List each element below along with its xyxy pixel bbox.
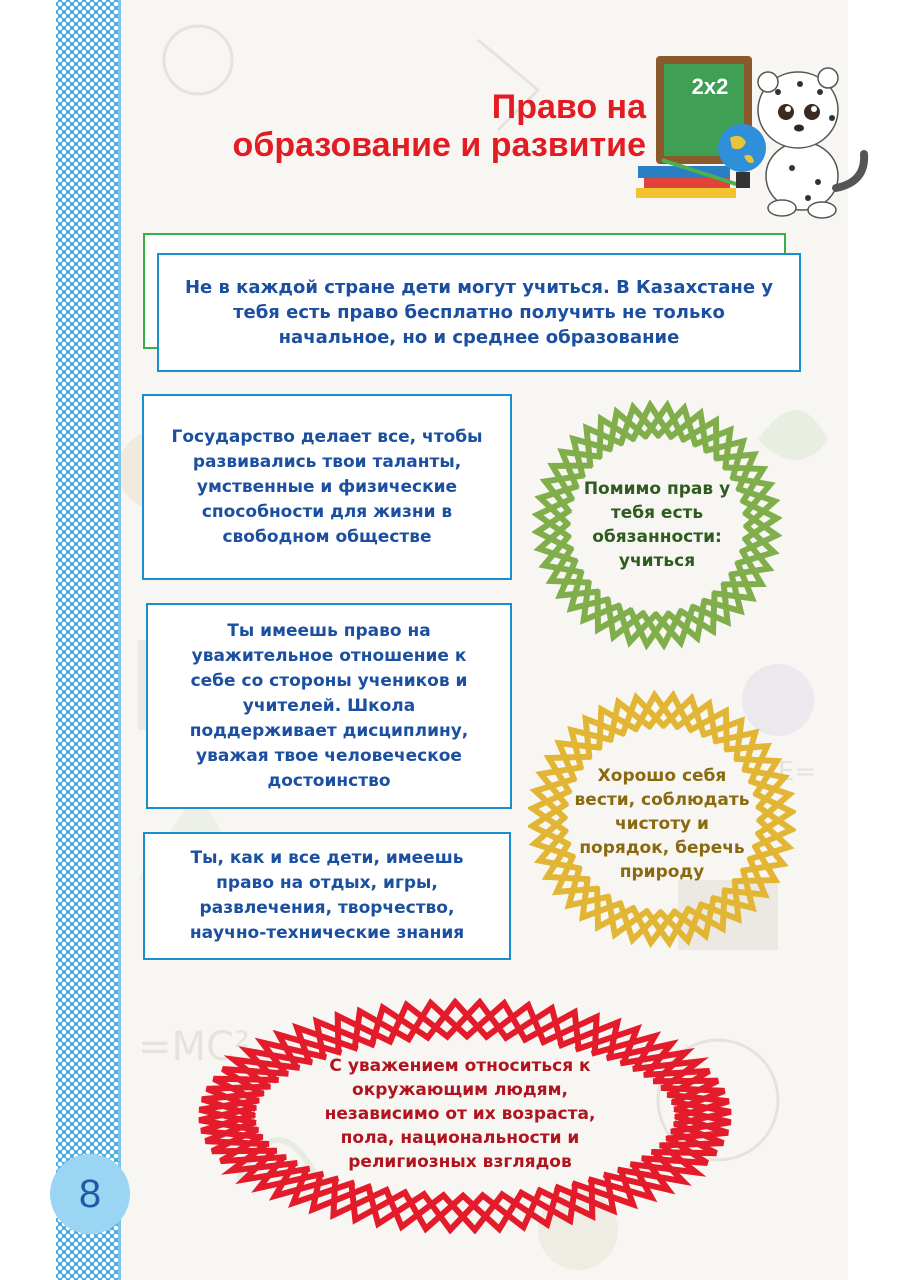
strip-edge-line bbox=[118, 0, 121, 1280]
info-box-4 bbox=[143, 832, 511, 960]
rosette-2-text: Хорошо себя вести, соблюдать чистоту и порядок, беречь природу bbox=[574, 766, 750, 882]
info-box-2 bbox=[142, 394, 512, 580]
page-number bbox=[50, 1154, 130, 1234]
page-number-text: 8 bbox=[78, 1171, 102, 1216]
snow-leopard-with-globe-icon bbox=[632, 48, 872, 220]
info-box-1-text: Не в каждой стране дети могут учиться. В Казахстане у тебя есть право бесплатно получить не только начальное, но и среднее образование bbox=[184, 277, 774, 348]
side-decorative-strip bbox=[56, 0, 118, 1280]
info-box-1 bbox=[157, 253, 801, 372]
rosette-3-text-box bbox=[300, 1050, 620, 1178]
info-box-4-text: Ты, как и все дети, имеешь право на отдых, игры, развлечения, творчество, научно-технические знания bbox=[189, 848, 465, 943]
rosette-2-text-box bbox=[570, 752, 754, 896]
rosette-3-text: С уважением относиться к окружающим людям, независимо от их возраста, пола, национальности и религиозных взглядов bbox=[324, 1056, 596, 1172]
page-title-line-2: образование и развитие bbox=[232, 126, 646, 164]
info-box-3-text: Ты имеешь право на уважительное отношение к себе со стороны учеников и учителей. Школа поддерживает дисциплину, уважая твое человеческое достоинство bbox=[189, 620, 469, 791]
rosette-1-text-box bbox=[567, 470, 747, 580]
svg-text:E=: E= bbox=[778, 757, 817, 787]
page-title-line-1: Право на bbox=[491, 88, 646, 126]
page-title bbox=[150, 88, 646, 164]
svg-text:=MC²: =MC² bbox=[138, 1024, 250, 1070]
chalkboard-text: 2x2 bbox=[691, 74, 729, 99]
rosette-1-text: Помимо прав у тебя есть обязанности: учиться bbox=[583, 479, 731, 571]
info-box-2-text: Государство делает все, чтобы развивались твои таланты, умственные и физические способности для жизни в свободном обществе bbox=[171, 426, 483, 547]
info-box-3 bbox=[146, 603, 512, 809]
